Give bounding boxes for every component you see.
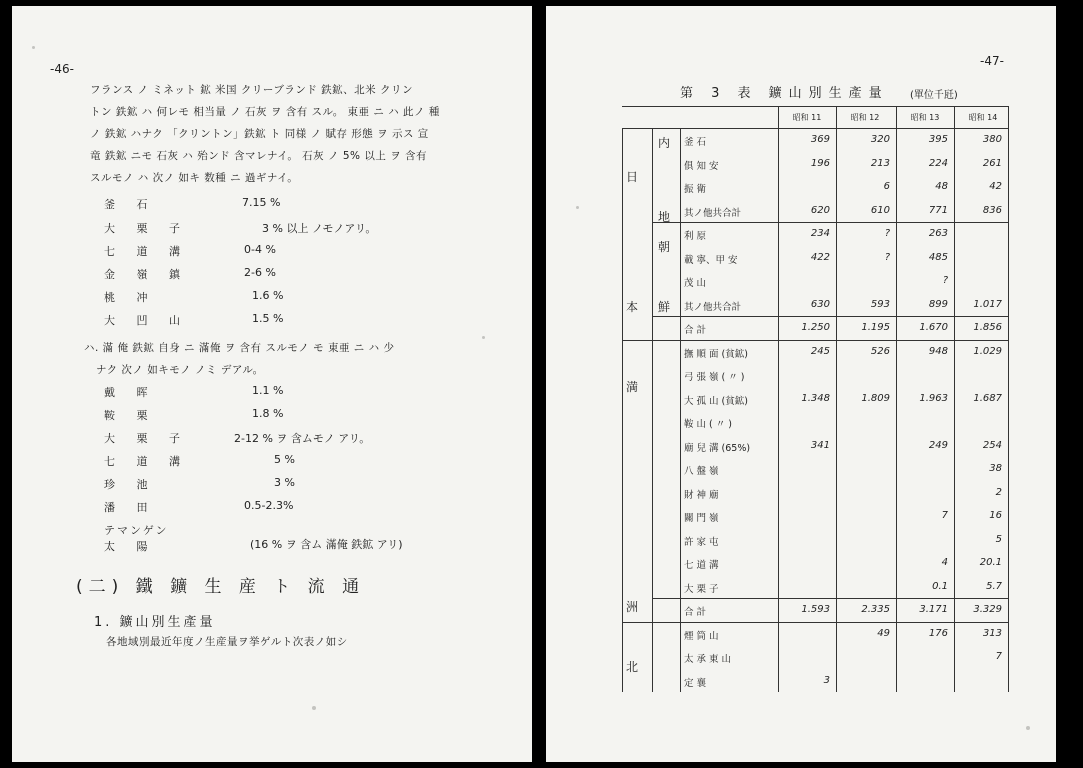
row-value: 196 [810, 157, 830, 169]
row-label: 載 寧、甲 安 [684, 254, 738, 266]
row-value: 48 [935, 181, 948, 192]
row-value: 313 [982, 627, 1002, 639]
row-label: 關 門 嶺 [684, 513, 719, 524]
year-header: 昭和 12 [850, 113, 880, 122]
grid-hline [622, 622, 1008, 623]
row-value: 341 [810, 439, 830, 451]
table-unit: (單位千瓩) [910, 90, 958, 101]
intro-line: ノ 鉄鉱 ハナク 「クリントン」鉄鉱 ト 同様 ノ 賦存 形態 ヲ 示ス 宣 [90, 128, 429, 140]
row-value: 1.856 [973, 322, 1002, 333]
mine-value: (16 % ヲ 含ム 滿俺 鉄鉱 アリ) [250, 538, 403, 551]
row-value: 5 [995, 533, 1002, 545]
body-text: 各地域別最近年度ノ生産量ヲ挙ゲルト次表ノ如シ [106, 636, 348, 648]
mine-value: 1.1 % [252, 384, 284, 397]
mine-value: 1.5 % [252, 312, 284, 325]
scan-speck [32, 46, 35, 49]
subsection-heading: 1. 鑛山別生產量 [94, 615, 216, 630]
row-value: 2 [995, 486, 1002, 498]
mine-value: 1.8 % [252, 407, 284, 420]
row-value: 630 [810, 298, 830, 310]
row-value: 1.029 [973, 345, 1002, 357]
subgroup-label: 朝 [658, 240, 671, 254]
mine-value: 2-12 % ヲ 含ムモノ アリ。 [234, 432, 371, 445]
group-label: 満 [626, 380, 639, 394]
mine-name: 鞍 栗 [104, 409, 157, 422]
row-value: 1.017 [973, 298, 1002, 310]
grid-hline [622, 340, 1008, 341]
row-value: 49 [877, 627, 890, 639]
grid-vline [622, 128, 623, 692]
row-value: 3.171 [919, 604, 948, 615]
row-value: 249 [928, 439, 948, 451]
row-value: 526 [870, 345, 890, 357]
mine-value: 0-4 % [244, 243, 276, 256]
row-value: 593 [870, 298, 890, 310]
row-value: ? [884, 228, 890, 239]
row-value: 20.1 [979, 557, 1002, 568]
row-value: 1.687 [973, 392, 1002, 404]
row-label: 釜 石 [684, 137, 707, 148]
row-value: 2.335 [861, 604, 890, 615]
row-value: 176 [928, 627, 948, 639]
grid-vline [1008, 106, 1009, 692]
row-value: 261 [982, 157, 1002, 169]
row-value: 320 [870, 134, 890, 145]
row-label: 煙 筒 山 [684, 630, 719, 642]
row-label: 撫 順 面 (貧鉱) [684, 348, 748, 360]
row-value: 1.348 [801, 392, 830, 404]
row-value: 620 [810, 204, 830, 216]
row-value: 245 [810, 345, 830, 357]
mine-value: 0.5-2.3% [244, 499, 294, 512]
mine-name: 桃 冲 [104, 291, 157, 304]
row-label: 大 孤 山 (貧鉱) [684, 395, 748, 407]
intro-line: スルモノ ハ 次ノ 如キ 数種 ニ 過ギナイ。 [90, 172, 299, 184]
mine-name: 大 凹 山 [104, 314, 189, 327]
row-value: 7 [995, 651, 1002, 662]
row-label: 弓 張 嶺 ( 〃 ) [684, 372, 745, 383]
row-label: 定 襄 [684, 677, 707, 689]
row-value: 1.809 [861, 392, 890, 404]
right-page [546, 6, 1056, 762]
scan-speck [576, 206, 579, 209]
grid-hline [652, 316, 1008, 317]
row-value: 485 [928, 251, 948, 263]
intro-line: フランス ノ ミネット 鉱 米国 クリーブランド 鉄鉱、北米 クリン [90, 84, 414, 96]
year-header: 昭和 11 [792, 113, 822, 122]
group-label: 日 [626, 170, 639, 184]
row-value: 948 [928, 345, 948, 357]
row-value: 899 [928, 298, 948, 310]
scan-speck [482, 336, 485, 339]
mine-name: 七 道 溝 [104, 455, 189, 468]
row-label: 財 神 廟 [684, 489, 719, 501]
row-value: 380 [982, 134, 1002, 145]
row-value: 771 [928, 204, 948, 216]
mine-name: 七 道 溝 [104, 245, 189, 258]
mine-value: 3 % [274, 476, 295, 489]
row-value: 234 [810, 228, 830, 239]
grid-vline [836, 106, 837, 692]
mine-name: 潘 田 [104, 501, 157, 514]
manganese-intro-line: ナク 次ノ 如キモノ ノミ デアル。 [96, 364, 264, 376]
mine-value: 5 % [274, 453, 295, 466]
mine-value: 1.6 % [252, 289, 284, 302]
group-label: 本 [626, 300, 639, 314]
grid-hline [652, 598, 1008, 599]
row-value: 369 [810, 134, 830, 145]
mine-name: 大 栗 子 [104, 222, 189, 235]
row-value: 1.250 [801, 322, 830, 333]
row-value: 422 [810, 251, 830, 263]
group-label: 北 [626, 660, 639, 674]
row-label: 其ノ他共合計 [684, 207, 742, 219]
mine-value: 3 % 以上 ノモノアリ。 [262, 222, 377, 235]
row-label: 利 原 [684, 231, 707, 242]
grid-hline [622, 106, 1008, 107]
table-title: 第 3 表 鑛山別生產量 [680, 86, 889, 101]
row-value: 395 [928, 134, 948, 145]
row-label: 大 栗 子 [684, 583, 719, 595]
grid-vline [896, 106, 897, 692]
row-value: 7 [941, 510, 948, 521]
row-value: 836 [982, 204, 1002, 216]
scan-speck [312, 706, 316, 710]
row-label: 太 承 東 山 [684, 654, 732, 665]
scan-speck [1026, 726, 1030, 730]
row-label: 俱 知 安 [684, 160, 719, 172]
group-label: 洲 [626, 600, 639, 614]
intro-line: トン 鉄鉱 ハ 何レモ 相当量 ノ 石灰 ヲ 含有 スル。 東亜 ニ ハ 此ノ 種 [90, 106, 440, 118]
row-value: 4 [941, 557, 948, 568]
row-value: ? [884, 251, 890, 263]
mine-name: 大 栗 子 [104, 432, 189, 445]
grid-vline [680, 128, 681, 692]
intro-line: 竜 鉄鉱 ニモ 石灰 ハ 殆ンド 含マレナイ。 石灰 ノ 5% 以上 ヲ 含有 [90, 150, 428, 162]
row-label: 茂 山 [684, 278, 707, 289]
row-label: 八 盤 嶺 [684, 466, 719, 477]
row-label: 廟 兒 溝 (65%) [684, 442, 751, 454]
mine-name: 太 陽 [104, 540, 157, 553]
row-label: 振 衛 [684, 184, 707, 195]
row-value: 3.329 [973, 604, 1002, 615]
mine-name: テマンゲン [104, 524, 169, 537]
page-number-right: -47- [980, 54, 1004, 68]
row-label: 合 計 [684, 325, 707, 336]
row-value: 38 [989, 463, 1002, 474]
row-value: 1.593 [801, 604, 830, 615]
page-number-left: -46- [50, 62, 74, 76]
row-label: 許 家 屯 [684, 536, 719, 548]
mine-name: 珍 池 [104, 478, 157, 491]
row-value: 6 [883, 181, 890, 192]
manganese-intro-line: ハ. 滿 俺 鉄鉱 自身 ニ 滿俺 ヲ 含有 スルモノ モ 東亜 ニ ハ 少 [84, 342, 395, 354]
mine-name: 戴 晖 [104, 386, 157, 399]
subgroup-label: 鮮 [658, 300, 671, 314]
row-value: 1.963 [919, 392, 948, 404]
grid-hline [652, 222, 1008, 223]
row-value: ? [942, 275, 948, 286]
year-header: 昭和 13 [910, 113, 940, 122]
row-label: 其ノ他共合計 [684, 301, 742, 313]
row-value: 0.1 [932, 580, 948, 592]
row-value: 610 [870, 204, 890, 216]
row-value: 1.670 [919, 322, 948, 333]
row-value: 16 [989, 510, 1002, 521]
row-label: 合 計 [684, 607, 707, 618]
row-value: 254 [982, 439, 1002, 451]
row-value: 213 [870, 157, 890, 169]
grid-vline [778, 106, 779, 692]
row-label: 鞍 山 ( 〃 ) [684, 419, 732, 430]
subgroup-label: 地 [658, 210, 671, 224]
year-header: 昭和 14 [968, 113, 998, 122]
mine-value: 7.15 % [242, 196, 281, 209]
row-value: 263 [928, 228, 948, 239]
section-heading: (二) 鐵 鑛 生 産 ト 流 通 [76, 577, 366, 597]
row-value: 224 [928, 157, 948, 169]
mine-name: 金 嶺 鎮 [104, 268, 189, 281]
row-value: 3 [823, 674, 830, 686]
row-value: 1.195 [861, 322, 890, 333]
mine-value: 2-6 % [244, 266, 276, 279]
row-value: 42 [989, 181, 1002, 192]
subgroup-label: 内 [658, 136, 671, 150]
row-label: 七 道 溝 [684, 560, 719, 571]
mine-name: 釜 石 [104, 198, 157, 211]
row-value: 5.7 [986, 580, 1002, 592]
left-page [12, 6, 532, 762]
grid-vline [652, 128, 653, 692]
